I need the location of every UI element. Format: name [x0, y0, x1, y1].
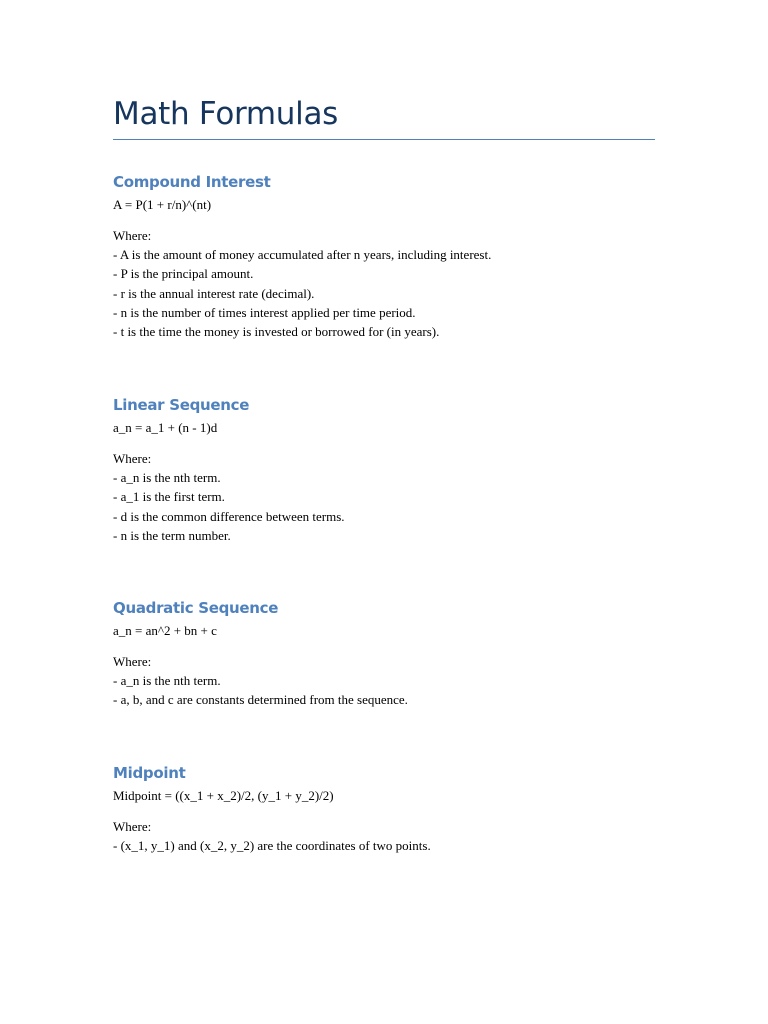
formula: A = P(1 + r/n)^(nt)	[113, 197, 212, 212]
definition-list	[113, 468, 655, 545]
formula: Midpoint = ((x_1 + x_2)/2, (y_1 + y_2)/2)	[113, 788, 334, 803]
definition-line: - n is the term number.	[113, 527, 231, 543]
where-label: Where:	[113, 228, 152, 243]
title-underline	[113, 139, 655, 140]
definition-line: - a, b, and c are constants determined from the sequence.	[113, 692, 408, 708]
definition-line: - A is the amount of money accumulated after n years, including interest.	[113, 247, 492, 262]
section-heading: Linear Sequence	[113, 396, 250, 414]
section-midpoint	[113, 763, 655, 855]
definition-line: - t is the time the money is invested or borrowed for (in years).	[113, 324, 440, 340]
section-quadratic-sequence	[113, 598, 655, 710]
definition-line: - n is the number of times interest applied per time period.	[113, 304, 416, 320]
definition-line: - a_n is the nth term.	[113, 673, 221, 688]
definition-line: - d is the common difference between terms.	[113, 508, 345, 524]
where-label: Where:	[113, 819, 152, 834]
definition-list	[113, 245, 655, 341]
section-compound-interest	[113, 172, 655, 341]
section-heading: Quadratic Sequence	[113, 599, 279, 617]
section-linear-sequence	[113, 395, 655, 545]
definition-line: - a_n is the nth term.	[113, 470, 221, 485]
where-label: Where:	[113, 654, 152, 669]
definition-list	[113, 671, 655, 710]
document-title: Math Formulas	[113, 96, 338, 132]
definition-list	[113, 836, 655, 855]
where-label: Where:	[113, 451, 152, 466]
formula: a_n = a_1 + (n - 1)d	[113, 420, 218, 435]
section-heading: Compound Interest	[113, 173, 271, 191]
definition-line: - (x_1, y_1) and (x_2, y_2) are the coordinates of two points.	[113, 838, 431, 853]
definition-line: - P is the principal amount.	[113, 266, 254, 282]
section-heading: Midpoint	[113, 764, 186, 782]
definition-line: - r is the annual interest rate (decimal).	[113, 285, 315, 301]
definition-line: - a_1 is the first term.	[113, 489, 225, 505]
formula: a_n = an^2 + bn + c	[113, 623, 217, 638]
